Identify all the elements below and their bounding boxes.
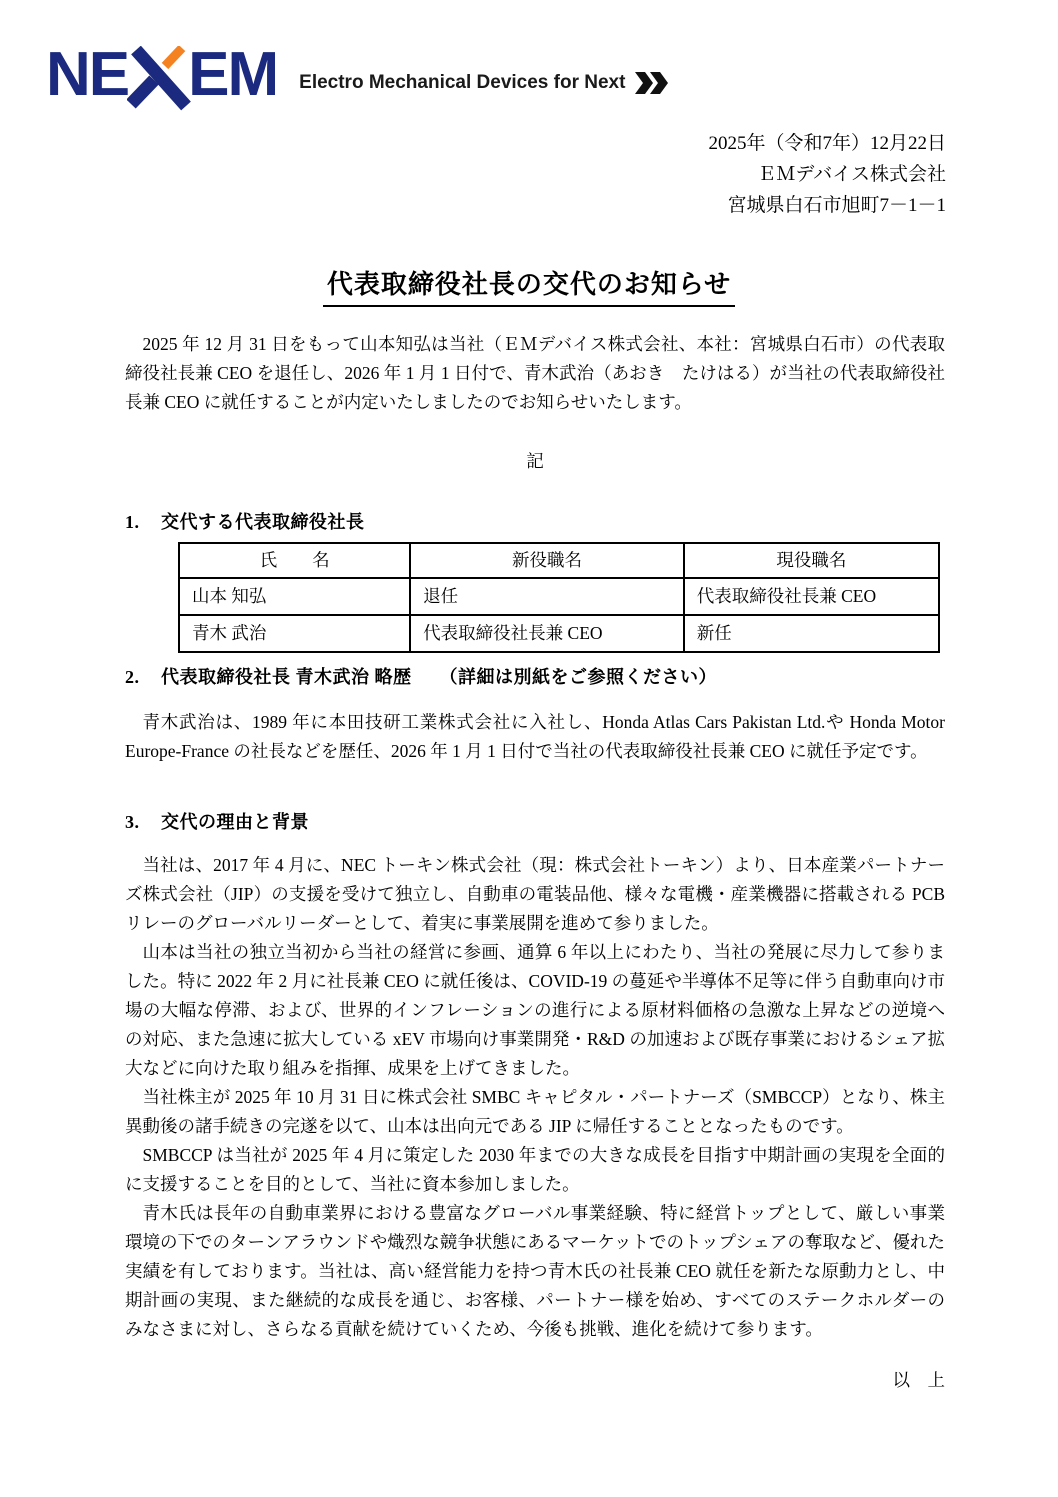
cell-new-title: 退任 bbox=[410, 578, 684, 615]
section3-body bbox=[125, 851, 945, 1344]
cell-name: 山本 知弘 bbox=[179, 578, 410, 615]
section3-paragraph: 当社株主が 2025 年 10 月 31 日に株式会社 SMBC キャピタル・パートナーズ（SMBCCP）となり、株主異動後の諸手続きの完遂を以て、山本は出向元である JIP に帰任することとなったものです。 bbox=[125, 1087, 945, 1136]
section2-title: 代表取締役社長 青木武治 略歴 （詳細は別紙をご参照ください） bbox=[161, 667, 717, 687]
cell-current-title: 代表取締役社長兼 CEO bbox=[684, 578, 939, 615]
column-header-current-title: 現役職名 bbox=[684, 543, 939, 578]
intro-paragraph: 2025 年 12 月 31 日をもって山本知弘は当社（ＥＭデバイス株式会社、本社：宮城県白石市）の代表取締役社長兼 CEO を退任し、2026 年 1 月 1 日付で、青木武治（あおき たけはる）が当社の代表取締役社長兼 CEO に就任することが内定いたしましたのでお知らせいたします。 bbox=[125, 334, 945, 412]
section1-heading bbox=[125, 508, 945, 537]
cell-new-title: 代表取締役社長兼 CEO bbox=[410, 615, 684, 652]
cell-name: 青木 武治 bbox=[179, 615, 410, 652]
section2-number: 2. bbox=[125, 667, 140, 687]
logo-letters-em: EM bbox=[188, 40, 278, 109]
officers-table bbox=[178, 542, 940, 653]
section3-paragraph: 当社は、2017 年 4 月に、NEC トーキン株式会社（現：株式会社トーキン）より、日本産業パートナーズ株式会社（JIP）の支援を受けて独立し、自動車の電装品他、様々な電機・産業機器に搭載される PCB リレーのグローバルリーダーとして、着実に事業展開を進めて参りました。 bbox=[125, 855, 945, 933]
section3-title: 交代の理由と背景 bbox=[161, 812, 309, 832]
cell-current-title: 新任 bbox=[684, 615, 939, 652]
nexem-logo-wordmark bbox=[46, 40, 278, 121]
document-body bbox=[125, 330, 945, 1395]
section3-paragraph: SMBCCP は当社が 2025 年 4 月に策定した 2030 年までの大きな成長を目指す中期計画の実現を全面的に支援することを目的として、当社に資本参加しました。 bbox=[125, 1145, 945, 1194]
closing-marker: 以 上 bbox=[892, 1370, 945, 1390]
section1-title: 交代する代表取締役社長 bbox=[161, 512, 365, 532]
company-name: ＥＭデバイス株式会社 bbox=[757, 164, 946, 185]
nexem-x-icon bbox=[127, 46, 191, 123]
logo-tagline bbox=[299, 72, 669, 94]
logo-letters-ne: NE bbox=[46, 40, 129, 109]
section1-number: 1. bbox=[125, 512, 140, 532]
section2-paragraph: 青木武治は、1989 年に本田技研工業株式会社に入社し、Honda Atlas Cars Pakistan Ltd.や Honda Motor Europe-France の社長などを歴任、2026 年 1 月 1 日付で当社の代表取締役社長兼 CEO に就任予定です。 bbox=[125, 712, 945, 761]
tagline-text: Electro Mechanical Devices for Next bbox=[299, 71, 626, 93]
table-row bbox=[179, 615, 939, 652]
double-chevron-right-icon bbox=[633, 72, 669, 94]
section3-paragraph: 山本は当社の独立当初から当社の経営に参画、通算 6 年以上にわたり、当社の発展に尽力して参りました。特に 2022 年 2 月に社長兼 CEO に就任後は、COVID-19 の蔓延や半導体不足等に伴う自動車向け市場の大幅な停滞、および、世界的インフレーションの進行による原材料価格の急激な上昇などの逆境への対応、また急速に拡大している xEV 市場向け事業開発・R&D の加速および既存事業におけるシェア拡大などに向けた取り組みを指揮、成果を上げてきました。 bbox=[125, 942, 945, 1078]
page-title: 代表取締役社長の交代のお知らせ bbox=[323, 264, 735, 307]
table-row bbox=[179, 578, 939, 615]
column-header-name: 氏 名 bbox=[179, 543, 410, 578]
title-row bbox=[0, 264, 1058, 307]
table-header-row bbox=[179, 543, 939, 578]
section2-heading bbox=[125, 663, 945, 692]
section3-paragraph: 青木氏は長年の自動車業界における豊富なグローバル事業経験、特に経営トップとして、厳しい事業環境の下でのターンアラウンドや熾烈な競争状態にあるマーケットでのトップシェアの奪取など、優れた実績を有しております。当社は、高い経営能力を持つ青木氏の社長兼 CEO 就任を新たな原動力とし、中期計画の実現、また継続的な成長を通じ、お客様、パートナー様を始め、すべてのステークホルダーのみなさまに対し、さらなる貢献を続けていくため、今後も挑戦、進化を続けて参ります。 bbox=[125, 1203, 945, 1339]
ki-marker: 記 bbox=[526, 451, 544, 471]
section3-number: 3. bbox=[125, 812, 140, 832]
column-header-new-title: 新役職名 bbox=[410, 543, 684, 578]
section3-heading bbox=[125, 808, 945, 837]
release-date: 2025年（令和7年）12月22日 bbox=[708, 133, 946, 154]
document-header-block bbox=[708, 128, 946, 221]
nexem-logo bbox=[46, 40, 669, 121]
company-address: 宮城県白石市旭町7－1－1 bbox=[727, 195, 946, 216]
